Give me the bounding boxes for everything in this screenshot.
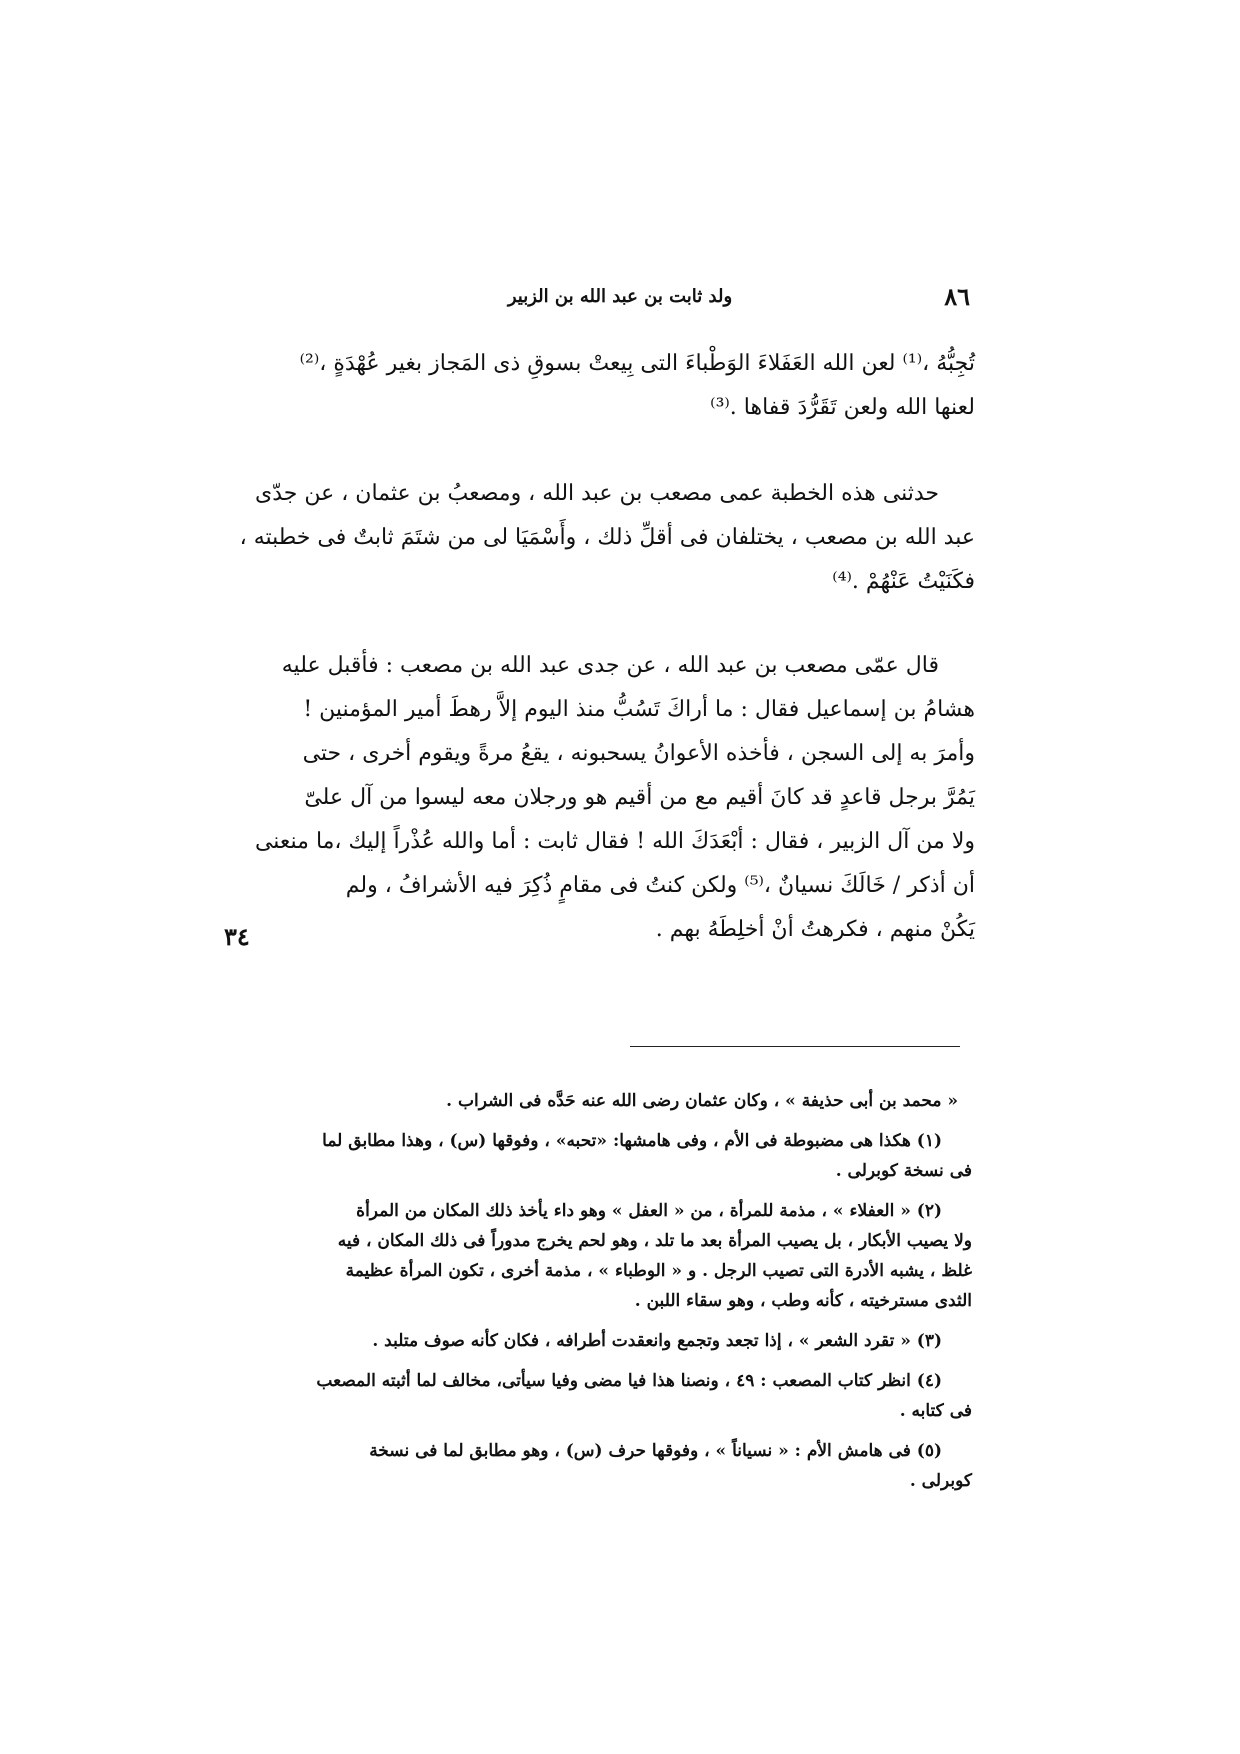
footnote-line: فى كتابه . — [899, 1401, 972, 1421]
footnote — [282, 1326, 972, 1356]
paragraph-1 — [270, 342, 975, 430]
footnote-line: ولا يصيب الأبكار ، بل يصيب المرأة بعد ما تلد ، وهو لحم يخرج مدوراً فى ذلك المكان ، فيه — [337, 1231, 972, 1251]
text-line: حدثنى هذه الخطبة عمى مصعب بن عبد الله ، ومصعبُ بن عثمان ، عن جدّى — [254, 481, 939, 506]
footnote — [282, 1196, 972, 1316]
footnote-separator — [630, 1046, 960, 1047]
text-line: تُجِبُّهُ ،⁽¹⁾ لعن الله العَفَلاءَ الوَطْباءَ التى بِيعتْ بسوقِ ذى المَجاز بغير عُهْدَةٍ ،⁽²⁾ — [299, 351, 975, 376]
paragraph-3 — [254, 644, 975, 952]
footnote-line: (٥) فى هامش الأم : « نسياناً » ، وفوقها حرف (س) ، وهو مطابق لما فى نسخة — [369, 1441, 942, 1461]
footnote-line: « محمد بن أبى حذيفة » ، وكان عثمان رضى الله عنه حَدَّه فى الشراب . — [446, 1091, 958, 1111]
text-line: وأمرَ به إلى السجن ، فأخذه الأعوانُ يسحبونه ، يقعُ مرةً ويقوم أخرى ، حتى — [302, 741, 975, 766]
footnote — [282, 1126, 972, 1186]
footnote-line: كوبرلى . — [909, 1471, 972, 1491]
footnote-line: فى نسخة كوبرلى . — [835, 1161, 972, 1181]
text-line: يَكُنْ منهم ، فكرهتُ أنْ أخلِطَهُ بهم . — [655, 917, 975, 942]
text-line: أن أذكر / خَالَكَ نسيانٌ ،⁽⁵⁾ ولكن كنتُ فى مقامٍ ذُكِرَ فيه الأشرافُ ، ولم — [345, 873, 975, 898]
footnote-line: (٢) « العفلاء » ، مذمة للمرأة ، من « العفل » وهو داء يأخذ ذلك المكان من المرأة — [356, 1201, 942, 1221]
footnote — [282, 1436, 972, 1496]
text-line: هشامُ بن إسماعيل فقال : ما أراكَ تَسُبُّ منذ اليوم إلاَّ رهطَ أمير المؤمنين ! — [303, 697, 975, 722]
page-number: ٨٦ — [944, 282, 970, 311]
text-line: عبد الله بن مصعب ، يختلفان فى أقلِّ ذلك ، وأَسْمَيَا لى من شتَمَ ثابتٌ فى خطبته ، — [239, 525, 975, 550]
text-line: قال عمّى مصعب بن عبد الله ، عن جدى عبد الله بن مصعب : فأقبل عليه — [281, 653, 939, 678]
paragraph-2 — [239, 472, 975, 604]
footnote — [282, 1366, 972, 1426]
text-line: ولا من آل الزبير ، فقال : أبْعَدَكَ الله ! فقال ثابت : أما والله عُذْراً إليك ،ما منعنى — [254, 829, 975, 854]
footnote-line: الثدى مسترخيته ، كأنه وطب ، وهو سقاء اللبن . — [634, 1291, 972, 1311]
footnote-line: (٤) انظر كتاب المصعب : ٤٩ ، ونصنا هذا فيا مضى وفيا سيأتى، مخالف لما أثبته المصعب — [316, 1371, 942, 1391]
text-line: لعنها الله ولعن تَقَرُّدَ قفاها .⁽³⁾ — [710, 395, 975, 420]
margin-number: ٣٤ — [224, 922, 250, 951]
footnote-line: (٣) « تقرد الشعر » ، إذا تجعد وتجمع وانعقدت أطرافه ، فكان كأنه صوف متلبد . — [372, 1331, 942, 1351]
text-line: فكَنَيْتُ عَنْهُمْ .⁽⁴⁾ — [832, 569, 975, 594]
footnote — [282, 1086, 972, 1116]
footnote-line: (١) هكذا هى مضبوطة فى الأم ، وفى هامشها: «تحبه» ، وفوقها (س) ، وهذا مطابق لما — [322, 1131, 942, 1151]
footnote-line: غلظ ، يشبه الأدرة التى تصيب الرجل . و « الوطباء » ، مذمة أخرى ، تكون المرأة عظيمة — [345, 1261, 972, 1281]
running-title: ولد ثابت بن عبد الله بن الزبير — [507, 286, 733, 307]
text-line: يَمُرَّ برجل قاعدٍ قد كانَ أقيم مع من أقيم هو ورجلان معه ليسوا من آل علىّ — [304, 785, 975, 810]
footnotes — [282, 1086, 972, 1506]
